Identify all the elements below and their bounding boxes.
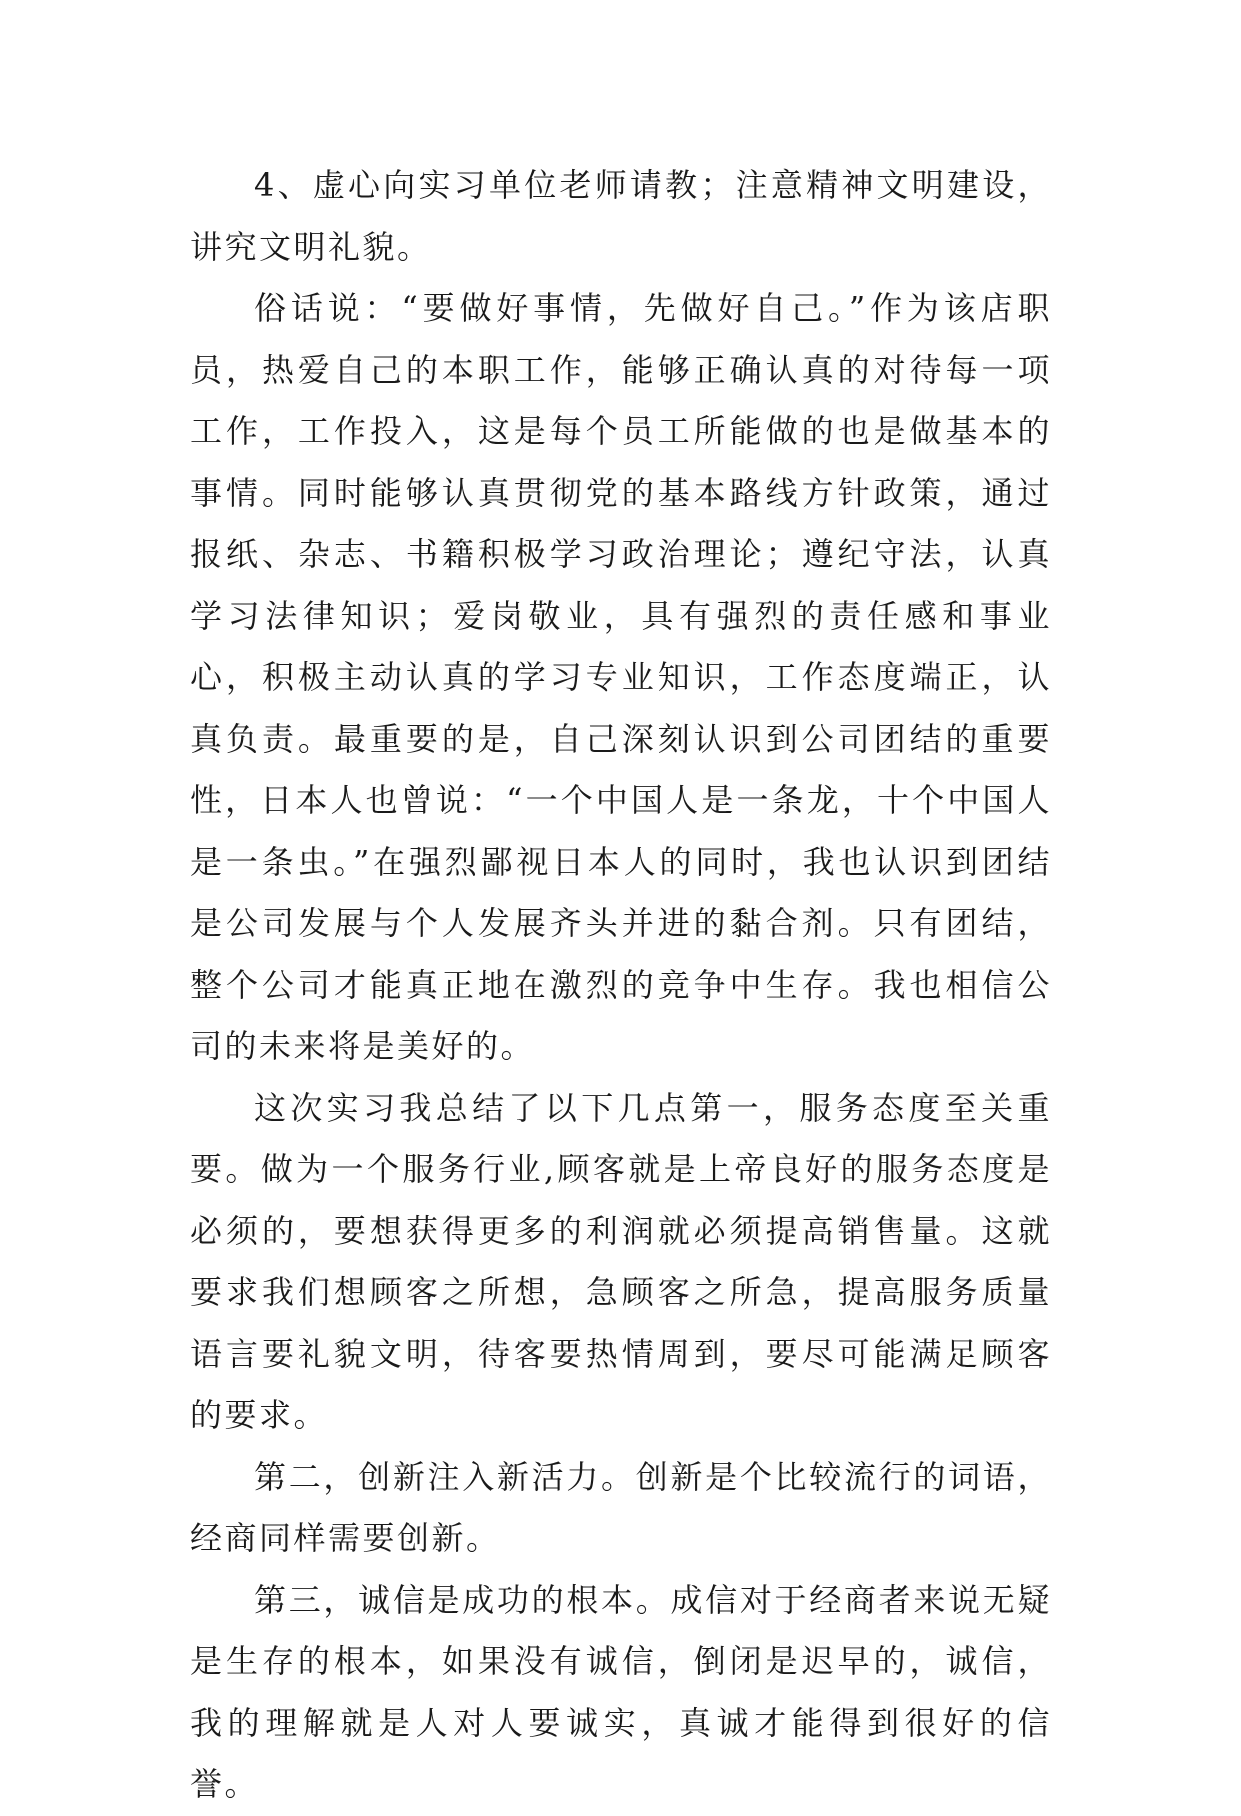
paragraph-summary-first: 这次实习我总结了以下几点第一，服务态度至关重要。做为一个服务行业,顾客就是上帝良好的服务态度是必须的，要想获得更多的利润就必须提高销售量。这就要求我们想顾客之所想，急顾客之所急，提高服务质量语言要礼貌文明，待客要热情周到，要尽可能满足顾客的要求。 [190, 1088, 1052, 1434]
document-body [190, 155, 1052, 1816]
paragraph-second-innovation: 第二，创新注入新活力。创新是个比较流行的词语，经商同样需要创新。 [190, 1457, 1052, 1557]
paragraph-item-4: 4、虚心向实习单位老师请教；注意精神文明建设，讲究文明礼貌。 [190, 166, 1052, 266]
paragraph-proverb-teamwork: 俗话说：“要做好事情，先做好自己。”作为该店职员，热爱自己的本职工作，能够正确认真的对待每一项工作，工作投入，这是每个员工所能做的也是做基本的事情。同时能够认真贯彻党的基本路线方针政策，通过报纸、杂志、书籍积极学习政治理论；遵纪守法，认真学习法律知识；爱岗敬业，具有强烈的责任感和事业心，积极主动认真的学习专业知识，工作态度端正，认真负责。最重要的是，自己深刻认识到公司团结的重要性，日本人也曾说：“一个中国人是一条龙，十个中国人是一条虫。”在强烈鄙视日本人的同时，我也认识到团结是公司发展与个人发展齐头并进的黏合剂。只有团结，整个公司才能真正地在激烈的竞争中生存。我也相信公司的未来将是美好的。 [190, 289, 1052, 1065]
paragraph-third-integrity: 第三，诚信是成功的根本。成信对于经商者来说无疑是生存的根本，如果没有诚信，倒闭是迟早的，诚信，我的理解就是人对人要诚实，真诚才能得到很好的信誉。 [190, 1580, 1052, 1803]
